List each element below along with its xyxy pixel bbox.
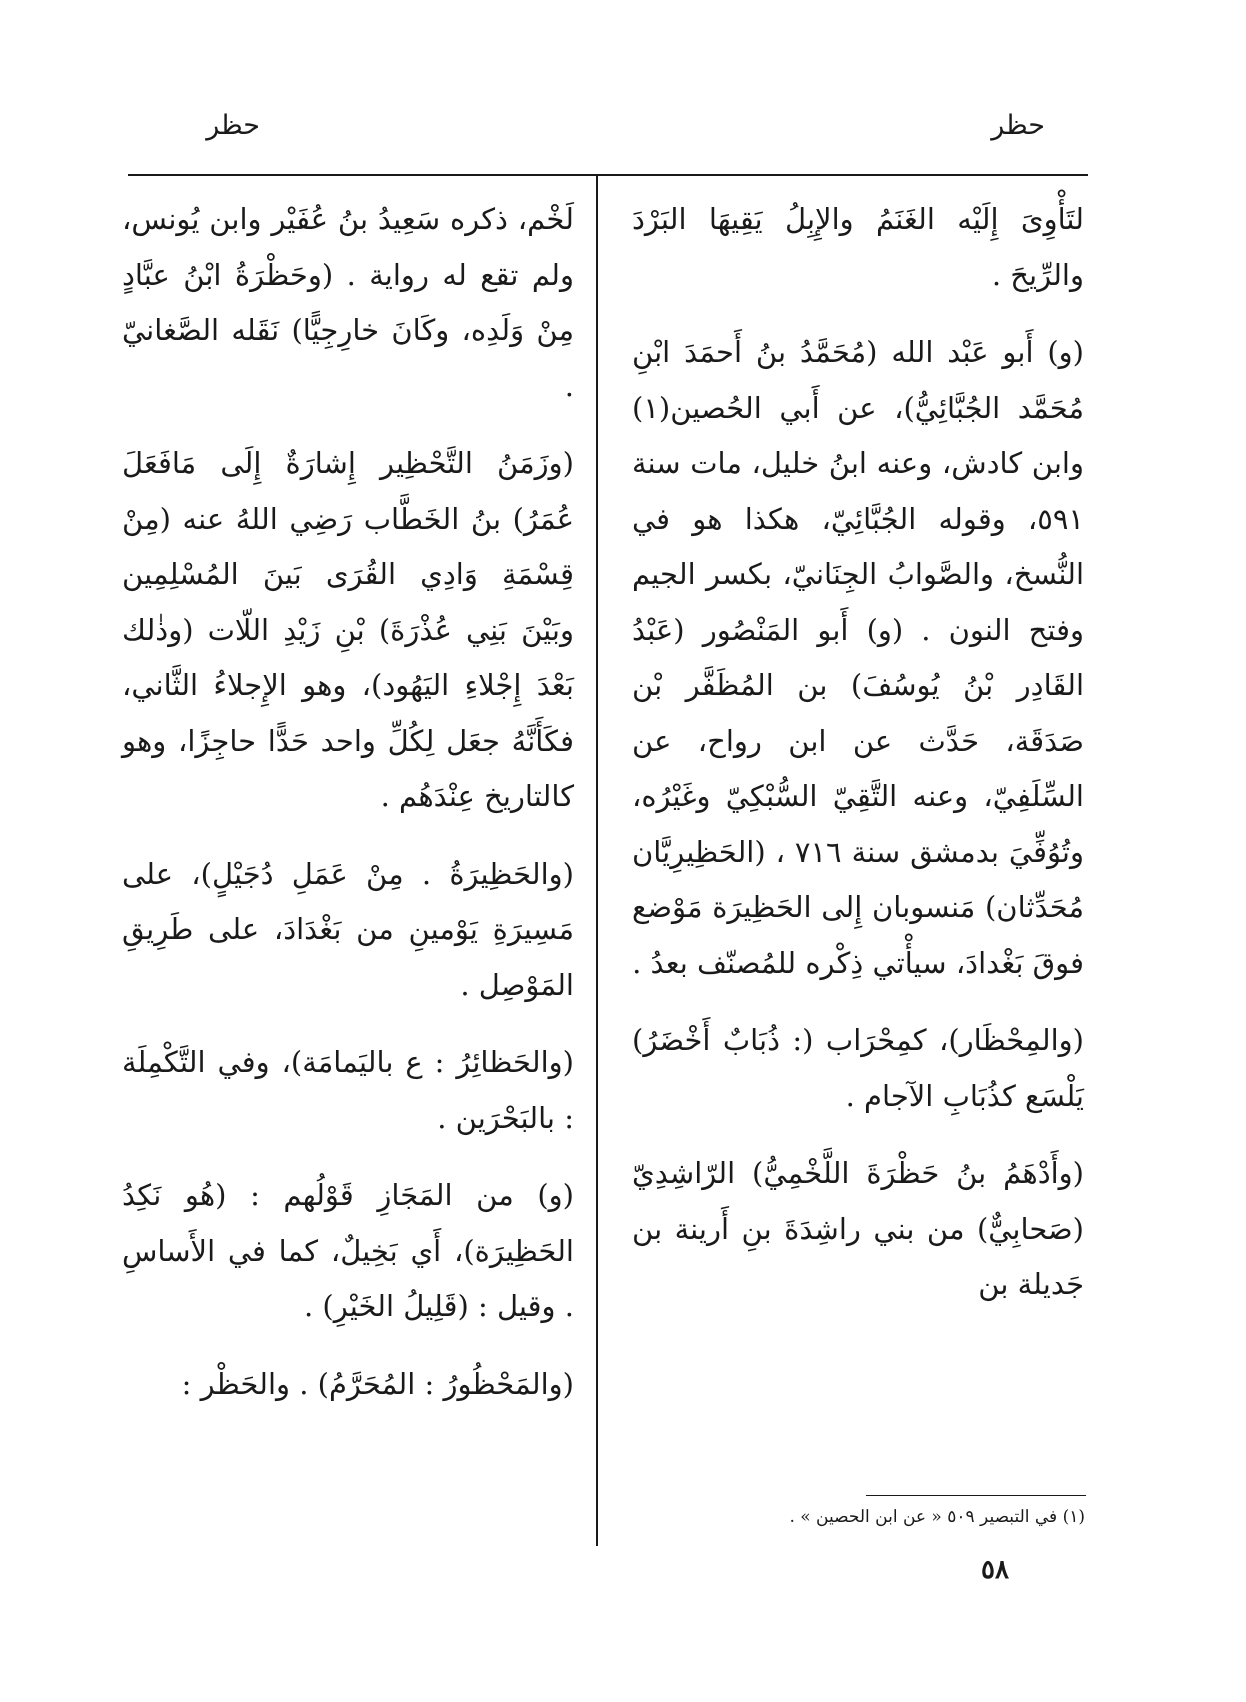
- right-column: [632, 192, 1084, 1335]
- paragraph: (وأَدْهَمُ بنُ حَظْرَةَ اللَّخْمِيُّ) الرّاشِدِيّ (صَحابِيٌّ) من بني راشِدَةَ بنِ أَرينة بن جَديلة بن: [632, 1156, 1084, 1301]
- paragraph: لَخْم، ذكره سَعِيدُ بنُ عُفَيْر وابن يُونس، ولم تقع له رواية . (وحَظْرَةُ ابْنُ عبَّادٍ مِنْ وَلَدِه، وكَانَ خارِجِيًّا) نَقَله الصَّغانيّ .: [122, 202, 574, 403]
- footnote: (١) في التبصير ٥٠٩ « عن ابن الحصين » .: [789, 1507, 1085, 1527]
- paragraph: لتَأْوِىَ إِلَيْه الغَنَمُ والإِبِلُ يَقِيهَا البَرْدَ والرِّيحَ .: [632, 202, 1084, 292]
- paragraph: (وزَمَنُ التَّحْظِير إِشارَةٌ إِلَى مَافَعَلَ عُمَرُ) بنُ الخَطَّاب رَضِي اللهُ عنه (مِنْ قِسْمَةِ وَادِي القُرَى بَينَ المُسْلِمِين وبَيْنَ بَنِي عُذْرَةَ) بْنِ زَيْدِ اللّات (وذٰلك بَعْدَ إِجْلاءِ اليَهُود)، وهو الإِجلاءُ الثَّاني، فكَأَنَّهُ جعَل لِكُلِّ واحد حَدًّا حاجِزًا، وهو كالتاريخ عِنْدَهُم .: [122, 446, 574, 813]
- footnote-rule: [866, 1495, 1086, 1496]
- paragraph: (والحَظائِرُ : ع باليَمامَة)، وفي التَّكْمِلَة : بالبَحْرَين .: [122, 1045, 574, 1135]
- column-divider: [596, 176, 598, 1546]
- left-column: [122, 192, 574, 1434]
- header-rule: [128, 174, 1088, 176]
- paragraph: (والمِحْظَار)، كمِحْرَاب (: ذُبَابٌ أَخْضَرُ) يَلْسَع كذُبَابِ الآجام .: [632, 1023, 1084, 1113]
- paragraph: (و) أَبو عَبْد الله (مُحَمَّدُ بنُ أَحمَدَ ابْنِ مُحَمَّد الجُبَّائِيُّ)، عن أَبي الحُصين(١) وابن كادش، وعنه ابنُ خليل، مات سنة ٥٩١، وقوله الجُبَّائِيّ، هكذا هو في النُّسخ، والصَّوابُ الجِنَانيّ، بكسر الجيم وفتح النون . (و) أَبو المَنْصُور (عَبْدُ القَادِر بْنُ يُوسُفَ) بن المُظَفَّر بْن صَدَقَة، حَدَّث عن ابن رواح، عن السِّلَفِيّ، وعنه التَّقِيّ السُّبْكِيّ وغَيْرُه، وتُوُفِّيَ بدمشق سنة ٧١٦ ، (الحَظِيرِيَّان مُحَدِّثان) مَنسوبان إِلى الحَظِيرَة مَوْضع فوقَ بَغْدادَ، سيأْتي ذِكْره للمُصنّف بعدُ .: [632, 335, 1085, 980]
- paragraph: (والحَظِيرَةُ . مِنْ عَمَلِ دُجَيْلٍ)، على مَسِيرَةِ يَوْمينِ من بَغْدَادَ، على طَرِيقِ المَوْصِل .: [122, 856, 574, 1002]
- running-head-right: حظر: [991, 110, 1045, 141]
- page-number: ٥٨: [981, 1555, 1009, 1585]
- running-head-left: حظر: [206, 110, 260, 141]
- paragraph: (و) من المَجَازِ قَوْلُهم : (هُو نَكِدُ الحَظِيرَة)، أَي بَخِيلٌ، كما في الأَساسِ . وقيل : (قَلِيلُ الخَيْرِ) .: [122, 1178, 574, 1323]
- paragraph: (والمَحْظُورُ : المُحَرَّمُ) . والحَظْر :: [181, 1366, 574, 1401]
